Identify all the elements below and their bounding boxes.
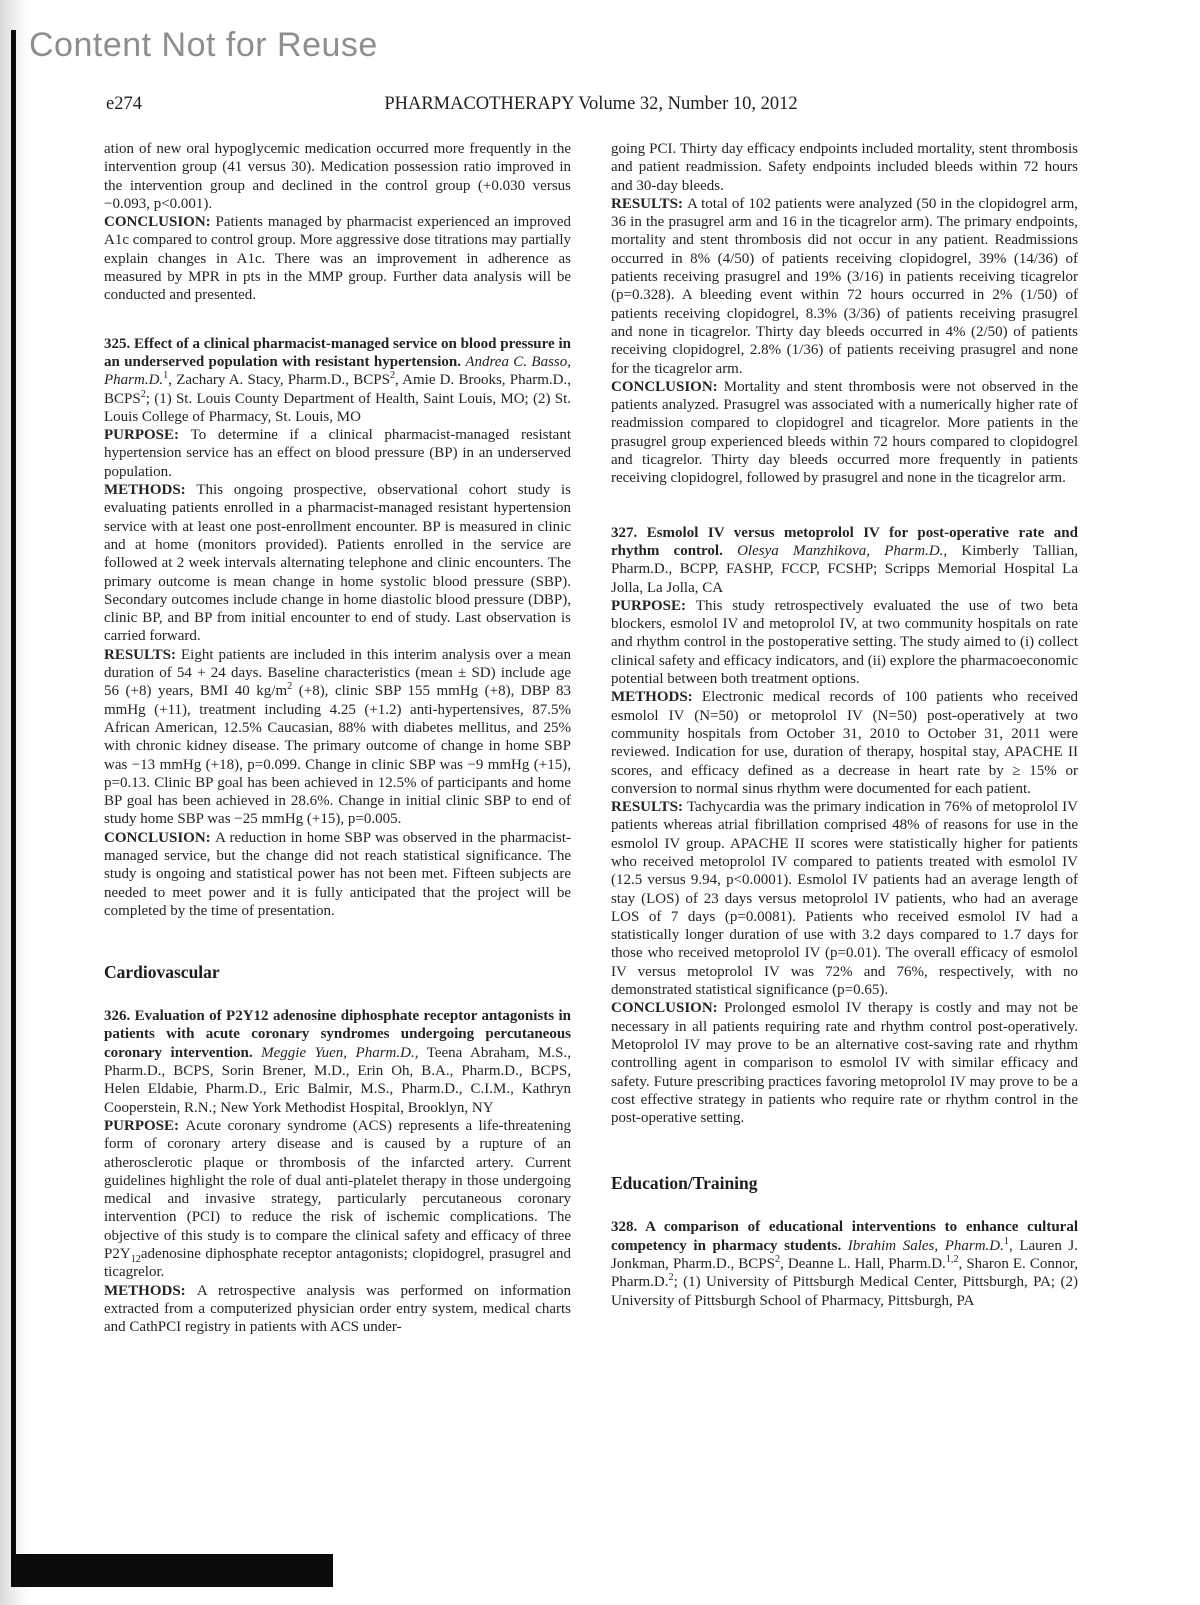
abstract-paragraph: going PCI. Thirty day efficacy endpoints included mortality, stent thrombosis and patient readmission. Safety endpoints included bleeds within 72 hours and 30-day bleeds. <box>611 141 1078 194</box>
abstract-paragraph: 327. Esmolol IV versus metoprolol IV for post-operative rate and rhythm control. Olesya Manzhikova, Pharm.D., Kimberly Tallian, Pharm.D., BCPP, FASHP, FCCP, FCSHP; Scripps Memorial Hospital La Jolla, La Jolla, CA <box>611 524 1078 596</box>
abstract-paragraph: 325. Effect of a clinical pharmacist-managed service on blood pressure in an underserved population with resistant hypertension. Andrea C. Basso, Pharm.D.$^1$, Zachary A. Stacy, Pharm.D., BCPS$^2$, Amie D. Brooks, Pharm.D., BCPS$^2$; (1) St. Louis County Department of Health, Saint Louis, MO; (2) St. Louis College of Pharmacy, St. Louis, MO <box>104 335 572 425</box>
page-number: e274 <box>106 94 142 114</box>
abstract-paragraph: CONCLUSION: Mortality and stent thrombosis were not observed in the patients analyzed. Prasugrel was associated with a numerically higher rate of readmission compared to clopidogrel and ticagrelor. More patients in the prasugrel group experienced bleeds within 72 hours compared to clopidogrel and ticagrelor. Thirty day bleeds occurred more frequently in patients receiving clopidogrel, followed by prasugrel and none in the ticagrelor arm. <box>611 378 1078 487</box>
abstract-paragraph: RESULTS: A total of 102 patients were analyzed (50 in the clopidogrel arm, 36 in the prasugrel arm and 16 in the ticagrelor arm). The primary endpoints, mortality and stent thrombosis did not occur in any patient. Readmissions occurred in 8% (4/50) of patients receiving clopidogrel, 39% (14/36) of patients receiving prasugrel and 19% (3/16) in patients receiving ticagrelor (p=0.328). A bleeding event within 72 hours occurred in 2% (1/50) of patients receiving clopidogrel, 8.3% (3/36) of patients receiving prasugrel and none in ticagrelor. Thirty day bleeds occurred in 4% (2/50) of patients receiving clopidogrel, 2.8% (1/36) of patients receiving prasugrel and none for the ticagrelor arm. <box>611 195 1078 377</box>
right-column <box>611 140 1078 1337</box>
page-header <box>104 94 1078 120</box>
scan-artifact-bottom-bar <box>11 1554 333 1587</box>
scan-artifact-vertical-line <box>11 30 16 1587</box>
watermark-text: Content Not for Reuse <box>29 26 378 64</box>
abstract-paragraph: CONCLUSION: A reduction in home SBP was observed in the pharmacist-managed service, but the change did not reach statistical significance. The study is ongoing and statistical power has not been met. Fifteen subjects are needed to meet power and it is fully anticipated that the project will be completed by the time of presentation. <box>104 829 571 919</box>
abstract-paragraph: 328. A comparison of educational interventions to enhance cultural competency in pharmacy students. Ibrahim Sales, Pharm.D.$^1$, Lauren J. Jonkman, Pharm.D., BCPS$^2$, Deanne L. Hall, Pharm.D.$^{1,2}$, Sharon E. Connor, Pharm.D.$^2$; (1) University of Pittsburgh Medical Center, Pittsburgh, PA; (2) University of Pittsburgh School of Pharmacy, Pittsburgh, PA <box>611 1219 1078 1309</box>
abstract-paragraph: METHODS: A retrospective analysis was performed on information extracted from a computerized physician order entry system, medical charts and CathPCI registry in patients with ACS under- <box>104 1282 571 1336</box>
abstract-paragraph: RESULTS: Tachycardia was the primary indication in 76% of metoprolol IV patients whereas atrial fibrillation comprised 48% of reasons for use in the esmolol IV group. APACHE II scores were statistically higher for patients who received metoprolol IV compared to patients treated with esmolol IV (12.5 versus 9.94, p<0.0001). Esmolol IV patients had an average length of stay (LOS) of 23 days versus metoprolol IV patients, who had an average LOS of 7 days (p=0.0081). Patients who received esmolol IV had a statistically longer duration of use with 3.2 days compared to 1.7 days for those who received metoprolol IV (p=0.01). The overall efficacy of esmolol IV versus metoprolol IV was 72% and 76%, respectively, with no demonstrated statistical significance (p=0.65). <box>611 799 1078 999</box>
left-column <box>104 140 571 1337</box>
abstract-paragraph: METHODS: This ongoing prospective, observational cohort study is evaluating patients enrolled in a pharmacist-managed resistant hypertension service with at least one post-enrollment encounter. BP is measured in clinic and at home (monitors provided). Patients enrolled in the service are followed at 2 week intervals alternating telephone and clinic encounters. The primary outcome is mean change in home systolic blood pressure (SBP). Secondary outcomes include change in home diastolic blood pressure (DBP), clinic BP, and BP from initial encounter to end of study. Last observation is carried forward. <box>104 482 571 645</box>
abstract-paragraph: ation of new oral hypoglycemic medication occurred more frequently in the intervention group (41 versus 30). Medication possession ratio improved in the intervention group and declined in the control group (+0.030 versus −0.093, p<0.001). <box>104 141 571 212</box>
abstract-paragraph: 326. Evaluation of P2Y12 adenosine diphosphate receptor antagonists in patients with acute coronary syndromes undergoing percutaneous coronary intervention. Meggie Yuen, Pharm.D., Teena Abraham, M.S., Pharm.D., BCPS, Sorin Brener, M.D., Erin Oh, B.A., Pharm.D., BCPS, Helen Eldabie, Pharm.D., Eric Balmir, M.S., Pharm.D., C.I.M., Kathryn Cooperstein, R.N.; New York Methodist Hospital, Brooklyn, NY <box>104 1008 571 1116</box>
section-heading: Education/Training <box>611 1173 758 1194</box>
two-column-layout <box>104 140 1078 1337</box>
abstract-paragraph: METHODS: Electronic medical records of 100 patients who received esmolol IV (N=50) or metoprolol IV (N=50) post-operatively at two community hospitals from October 31, 2010 to October 31, 2011 were reviewed. Indication for use, duration of therapy, hospital stay, APACHE II scores, and efficacy defined as a decrease in heart rate by ≥ 15% or conversion to normal sinus rhythm were documented for each patient. <box>611 689 1078 797</box>
abstract-paragraph: RESULTS: Eight patients are included in this interim analysis over a mean duration of 54 + 24 days. Baseline characteristics (mean ± SD) include age 56 (+8) years, BMI 40 $kg/m^2$ (+8), clinic SBP 155 mmHg (+8), DBP 83 mmHg (+11), treatment including 4.25 (+1.2) anti-hypertensives, 87.5% African American, 12.5% Caucasian, 88% with diabetes mellitus, and 25% with chronic kidney disease. The primary outcome of change in home SBP was −13 mmHg (+18), p=0.099. Change in clinic SBP was −9 mmHg (+15), p=0.13. Clinic BP goal has been achieved in 12.5% of participants and home BP goal has been achieved in 28.6%. Change in initial clinic SBP to end of study home SBP was −25 mmHg (+15), p=0.005. <box>104 646 572 828</box>
abstract-paragraph: PURPOSE: This study retrospectively evaluated the use of two beta blockers, esmolol IV and metoprolol IV, at two community hospitals on rate and rhythm control in the postoperative setting. The study aimed to (i) collect clinical safety and efficacy indicators, and (ii) explore the pharmacoeconomic potential between both treatment options. <box>611 597 1079 688</box>
abstract-paragraph: CONCLUSION: Patients managed by pharmacist experienced an improved A1c compared to control group. More aggressive dose titrations may partially explain changes in A1c. There was an improvement in adherence as measured by MPR in pts in the MMP group. Further data analysis will be conducted and presented. <box>104 214 572 304</box>
journal-title: PHARMACOTHERAPY Volume 32, Number 10, 2012 <box>384 94 798 114</box>
abstract-paragraph: PURPOSE: To determine if a clinical pharmacist-managed resistant hypertension service has an effect on blood pressure (BP) in an underserved population. <box>104 427 572 480</box>
section-heading: Cardiovascular <box>104 962 220 983</box>
abstract-paragraph: PURPOSE: Acute coronary syndrome (ACS) represents a life-threatening form of coronary artery disease and is caused by a rupture of an atherosclerotic plaque or thrombosis of the infarcted artery. Current guidelines highlight the role of dual anti-platelet therapy in those undergoing medical and invasive strategy, particularly percutaneous coronary intervention (PCI) to reduce the risk of ischemic complications. The objective of this study is to compare the clinical safety and efficacy of three $P2Y_{12}adenosine$ diphosphate receptor antagonists; clopidogrel, prasugrel and ticagrelor. <box>104 1117 571 1281</box>
abstract-paragraph: CONCLUSION: Prolonged esmolol IV therapy is costly and may not be necessary in all patients requiring rate and rhythm control post-operatively. Metoprolol IV may prove to be an alternative cost-saving rate and rhythm controlling agent in comparison to esmolol IV with similar efficacy and safety. Future prescribing practices favoring metoprolol IV may prove to be a cost effective strategy in patients who require rate or rhythm control in the post-operative setting. <box>611 1000 1078 1127</box>
